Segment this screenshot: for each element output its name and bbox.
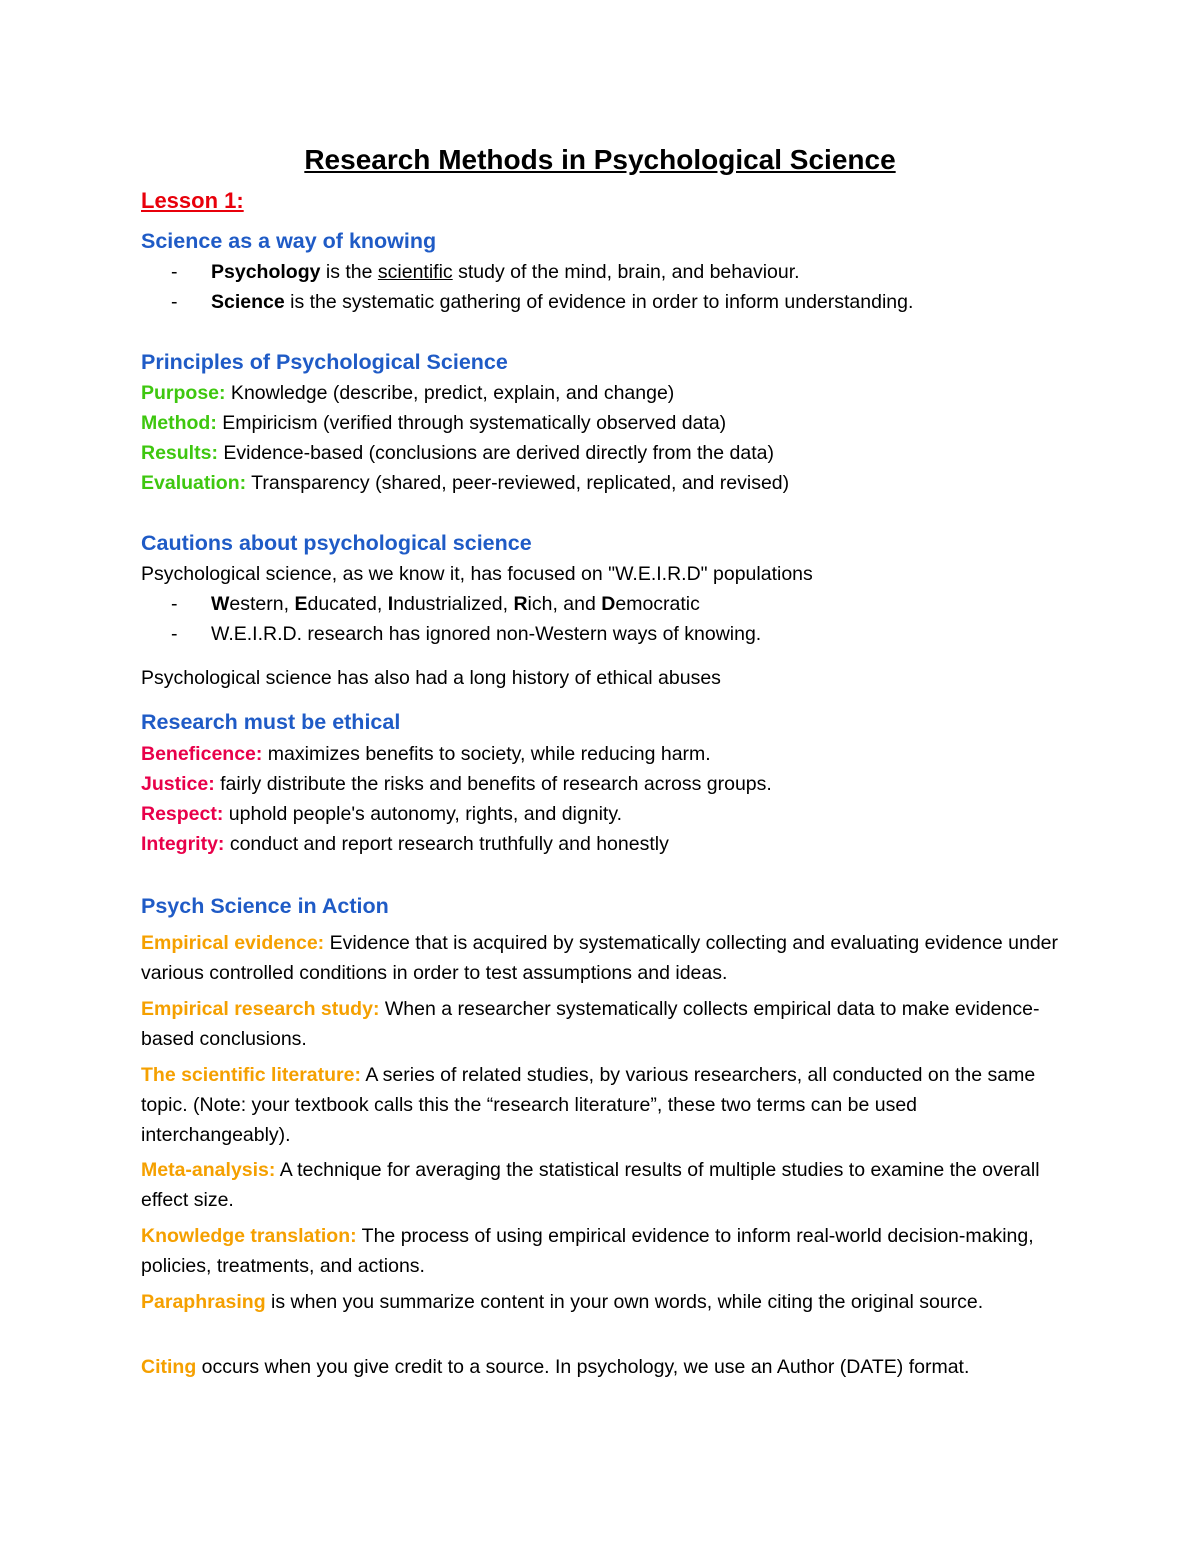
ethic-justice: Justice: fairly distribute the risks and benefits of research across groups. (141, 773, 772, 795)
section-heading-principles: Principles of Psychological Science (141, 350, 508, 374)
term-meta-analysis: Meta-analysis: A technique for averaging the statistical results of multiple studies to examine the overall effect size. (141, 1159, 1040, 1211)
section-heading-science: Science as a way of knowing (141, 229, 437, 253)
term-empirical-research-study: Empirical research study: When a researcher systematically collects empirical data to make evidence-based conclusions. (141, 998, 1040, 1050)
principle-method: Method: Empiricism (verified through systematically observed data) (141, 412, 727, 434)
ethic-beneficence: Beneficence: maximizes benefits to society, while reducing harm. (141, 743, 711, 765)
dash-glyph: - (171, 291, 178, 313)
cautions-intro: Psychological science, as we know it, has focused on "W.E.I.R.D" populations (141, 563, 813, 585)
section-heading-cautions: Cautions about psychological science (141, 531, 532, 555)
cautions-closing: Psychological science has also had a long history of ethical abuses (141, 667, 721, 689)
dash-glyph: - (171, 261, 178, 283)
principle-evaluation: Evaluation: Transparency (shared, peer-reviewed, replicated, and revised) (141, 472, 790, 494)
document-title: Research Methods in Psychological Science (304, 144, 896, 175)
bullet-weird-ignored: - W.E.I.R.D. research has ignored non-Western ways of knowing. (171, 619, 761, 649)
dash-glyph: - (171, 593, 178, 615)
bullet-psychology: - Psychology is the scientific study of the mind, brain, and behaviour. (171, 257, 800, 287)
principle-purpose: Purpose: Knowledge (describe, predict, explain, and change) (141, 382, 675, 404)
term-empirical-evidence: Empirical evidence: Evidence that is acquired by systematically collecting and evaluating evidence under various controlled conditions in order to test assumptions and ideas. (141, 932, 1059, 984)
section-heading-ethical: Research must be ethical (141, 710, 401, 734)
term-knowledge-translation: Knowledge translation: The process of using empirical evidence to inform real-world decision-making, policies, treatments, and actions. (141, 1225, 1034, 1277)
term-citing: Citing occurs when you give credit to a source. In psychology, we use an Author (DATE) format. (141, 1356, 970, 1378)
term-paraphrasing: Paraphrasing is when you summarize content in your own words, while citing the original source. (141, 1291, 984, 1313)
ethic-respect: Respect: uphold people's autonomy, rights, and dignity. (141, 803, 623, 825)
lesson-heading: Lesson 1: (141, 188, 244, 213)
term-scientific-literature: The scientific literature: A series of related studies, by various researchers, all conducted on the same topic. (Note: your textbook calls this the “research literature”, these two terms can be used interchangeably). (141, 1064, 1036, 1146)
ethic-integrity: Integrity: conduct and report research truthfully and honestly (141, 833, 669, 855)
bullet-science: - Science is the systematic gathering of evidence in order to inform understanding. (171, 287, 913, 317)
dash-glyph: - (171, 623, 178, 645)
principle-results: Results: Evidence-based (conclusions are derived directly from the data) (141, 442, 774, 464)
bullet-weird-expansion: - Western, Educated, Industrialized, Rich, and Democratic (171, 589, 700, 619)
section-heading-action: Psych Science in Action (141, 894, 389, 918)
